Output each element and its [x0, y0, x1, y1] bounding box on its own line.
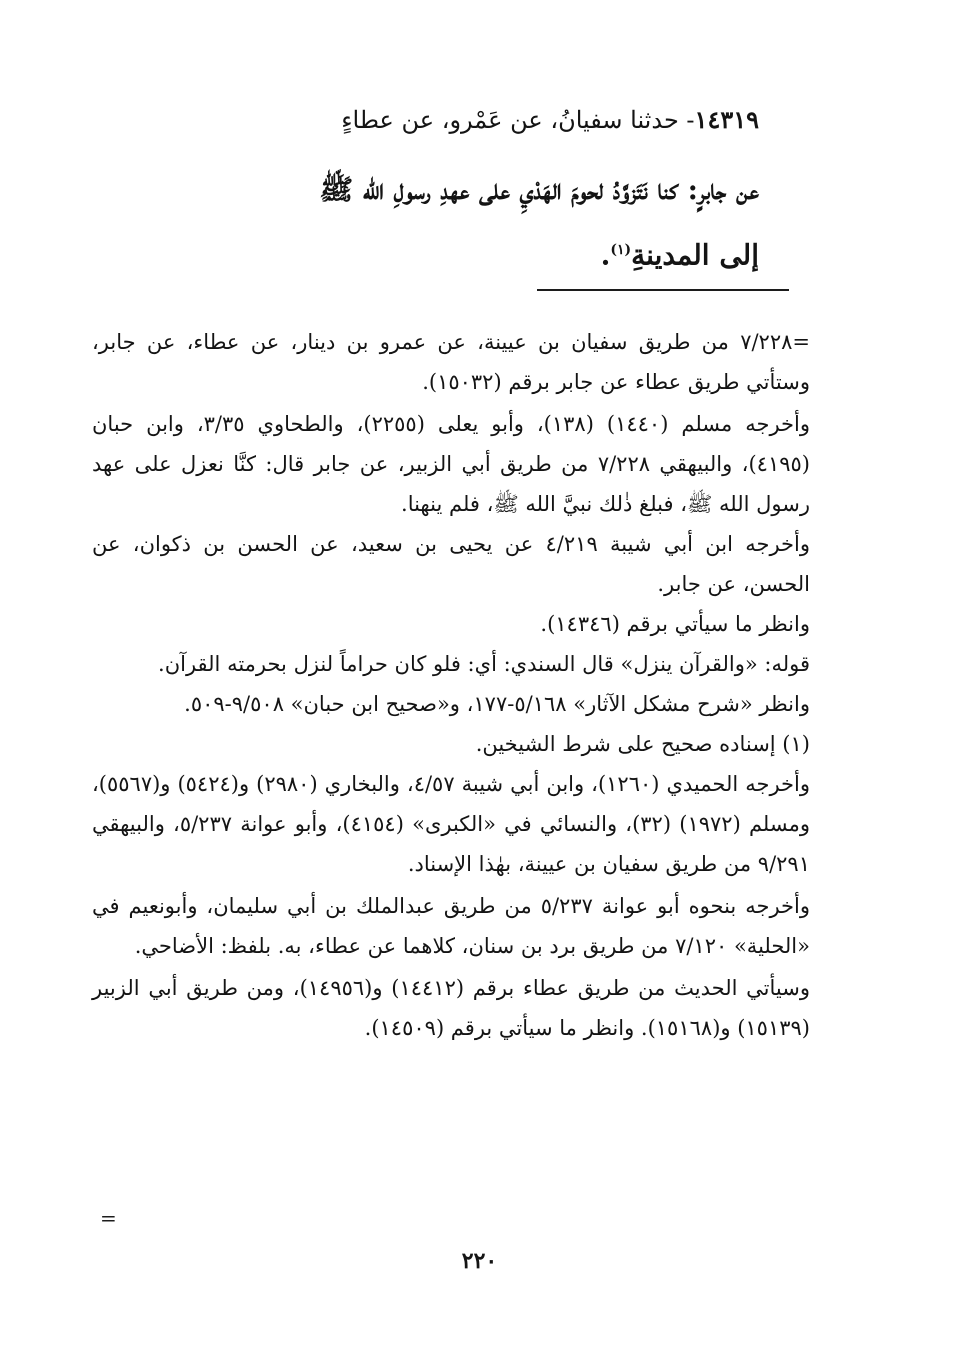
footnote-paragraph: =٧/٢٢٨ من طريق سفيان بن عيينة، عن عمرو بن دينار، عن عطاء، عن جابر، وستأتي طريق عطاء عن جابر برقم (١٥٠٣٢). — [92, 330, 810, 394]
continuation-mark: = — [100, 1206, 117, 1230]
footnote-marker: (١) — [610, 242, 632, 258]
footnote-paragraph: وأخرجه ابن أبي شيبة ٤/٢١٩ عن يحيى بن سعيد، عن الحسن بن ذكوان، عن الحسن، عن جابر. — [92, 532, 810, 596]
footnote-paragraph: وسيأتي الحديث من طريق عطاء برقم (١٤٤١٢) و(١٤٩٥٦)، ومن طريق أبي الزبير (١٥١٣٩) و(١٥١٦٨). وانظر ما سيأتي برقم (١٤٥٠٩). — [92, 976, 810, 1040]
hadith-number: ١٤٣١٩ — [694, 105, 759, 134]
footnote-paragraph: وأخرجه مسلم (١٤٤٠) (١٣٨)، وأبو يعلى (٢٢٥٥)، والطحاوي ٣/٣٥، وابن حبان (٤١٩٥)، والبيهقي ٧/٢٢٨ من طريق أبي الزبير، عن جابر قال: كنَّا نعزل على عهد رسول الله ﷺ، فبلغ ذٰلك نبيَّ الله ﷺ، فلم ينهنا. — [92, 412, 810, 516]
hadith-matn-line-1: عن جابرٍ: كنا نَتَزوَّدُ لحومَ الهَدْيِ على عهدِ رسولِ الله ﷺ — [319, 173, 759, 206]
footnote-separator — [537, 289, 789, 291]
hadith-matn-end: . — [600, 238, 611, 272]
footnote-paragraph: (١) إسناده صحيح على شرط الشيخين. — [475, 732, 810, 756]
page-number: ٢٢٠ — [461, 1248, 498, 1274]
footnote-paragraph: وانظر «شرح مشكل الآثار» ٥/١٦٨-١٧٧، و«صحيح ابن حبان» ٩/٥٠٨-٥٠٩. — [184, 692, 810, 716]
hadith-matn-line-2-text: إلى المدينةِ — [631, 238, 759, 272]
footnote-paragraph: قوله: «والقرآن ينزل» قال السندي: أي: فلو كان حراماً لنزل بحرمته القرآن. — [158, 652, 810, 676]
footnote-paragraph: وأخرجه بنحوه أبو عوانة ٥/٢٣٧ من طريق عبدالملك بن أبي سليمان، وأبونعيم في «الحلية» ٧/١٢٠ من طريق برد بن سنان، كلاهما عن عطاء، به. بلفظ: الأضاحي. — [92, 894, 810, 958]
footnote-paragraph: وأخرجه الحميدي (١٢٦٠)، وابن أبي شيبة ٤/٥٧، والبخاري (٢٩٨٠) و(٥٤٢٤) و(٥٥٦٧)، ومسلم (١٩٧٢) (٣٢)، والنسائي في «الكبرى» (٤١٥٤)، وأبو عوانة ٥/٢٣٧، والبيهقي ٩/٢٩١ من طريق سفيان بن عيينة، بهٰذا الإسناد. — [92, 772, 811, 876]
hadith-header — [199, 100, 759, 140]
hadith-isnad-line — [199, 100, 759, 140]
footnotes — [92, 322, 810, 1048]
footnote-paragraph: وانظر ما سيأتي برقم (١٤٣٤٦). — [540, 612, 810, 636]
hadith-isnad: - حدثنا سفيانُ، عن عَمْرو، عن عطاءٍ — [341, 106, 695, 134]
hadith-matn-line-2 — [79, 220, 759, 285]
hadith-matn — [79, 160, 759, 285]
